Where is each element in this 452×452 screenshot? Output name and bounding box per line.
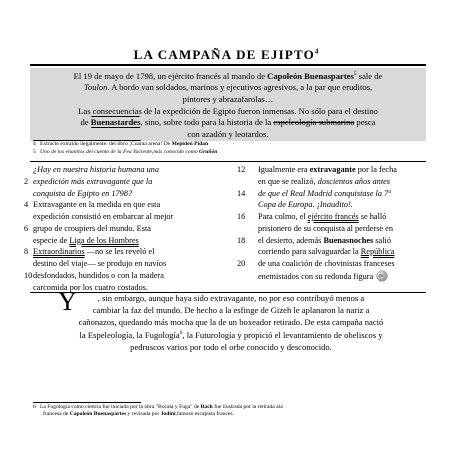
column-text-italic: Copa de Europa. ¡Inaudito!. (258, 200, 353, 210)
ejercito-frances-link[interactable]: ejército francés (307, 212, 359, 221)
column-line (26, 246, 216, 258)
drop-cap: Y (58, 287, 77, 316)
footnote-text: y revisada por (126, 411, 161, 418)
column-text (258, 211, 386, 223)
footnote-bold: Jodini (160, 411, 176, 418)
intro-line (30, 129, 426, 141)
line-number: 8 (24, 247, 29, 257)
column-text: grupo de croupiers del mundo. Esta (33, 223, 151, 233)
paragraph-line (48, 293, 414, 305)
column-text: expedición consistió en embarcar al mejor (33, 212, 174, 221)
footnote-text: Uno de los enanitos del cuento de la Fea Yaciente,más conocido como (40, 148, 200, 155)
paragraph-text: , sin embargo, aunque haya sido extravagante, no por eso contribuyó menos a (97, 293, 365, 303)
column-line (237, 211, 437, 223)
intro-text: con azadón y leotardos. (187, 128, 269, 139)
intro-text: . A bordo van soldados, marinos y ejecutivos agresivos, a la par que eruditos, (107, 82, 373, 93)
column-line (26, 235, 216, 247)
footnote-ref: 6 (179, 330, 183, 337)
column-line (237, 270, 437, 282)
intro-text: de (80, 117, 91, 128)
column-text-part: corriendo para salvaguardar la (258, 247, 361, 257)
intro-line (30, 106, 426, 118)
page-title (0, 47, 452, 63)
column-text-part: en que se realizó, (258, 176, 318, 186)
column-line (237, 246, 437, 258)
column-text (258, 199, 353, 211)
column-line (237, 223, 437, 235)
column-text-part: el desierto, además (258, 235, 324, 245)
footnote-bottom (33, 404, 283, 419)
intro-line (30, 69, 426, 82)
footnote-text: La Fugología como ciencia fue iniciada por la obra "Bocata y Fuga" de (40, 404, 201, 410)
column-text-part: se halló (358, 212, 387, 221)
column-line (26, 176, 216, 188)
paragraph-text: , la Futurología y propició el levantamiento de obeliscos y (182, 330, 383, 341)
column-line (237, 164, 437, 176)
footnote-name: Gruñón (199, 148, 218, 155)
footnote-bold: Bach (200, 404, 213, 410)
column-text: de que el Real Madrid conquistase la 7ª (258, 188, 391, 198)
column-line (237, 188, 437, 200)
footnote-text: Extracto extraído ilegalmente. del libro ¡Cuanta arena! De (40, 141, 172, 147)
line-number: 20 (237, 259, 246, 268)
footnote-number: 4 (33, 141, 36, 147)
column-line (26, 211, 216, 223)
paragraph-line (48, 328, 414, 342)
column-line (26, 188, 216, 200)
column-text: destino del viaje— se produjo en navíos (33, 259, 167, 268)
column-text (33, 246, 154, 258)
paragraph-text: pedruscos varios por todo el orbe conocido y desconocido. (130, 342, 332, 353)
footnote-separator (33, 402, 141, 403)
intro-line (30, 117, 426, 129)
right-column (237, 164, 437, 282)
line-number: 6 (24, 223, 29, 233)
column-text-part: enemistados con su redonda figura (258, 271, 374, 281)
column-text: desfondados, hundidos o con la madera (33, 270, 164, 280)
line-number: 16 (237, 212, 246, 221)
footnote-number: 5 (33, 148, 36, 155)
footnote-name: Mepiden Pidan (171, 141, 209, 147)
footnote-text: francesa de (43, 411, 70, 418)
column-text (258, 246, 394, 258)
column-text-italic: doscientos años antes (317, 176, 391, 186)
title-footnote-ref: 4 (314, 47, 319, 56)
left-column (26, 164, 216, 293)
intro-text: El 19 de mayo de 1798, un ejército francés al mando de (73, 70, 268, 81)
intro-text: Las consecuencias de la expedición de Egipto fueron inmensas. No sólo para el destino (78, 105, 378, 116)
column-text: expedición más extravagante que la (33, 176, 153, 186)
intro-text: pesca (354, 117, 376, 128)
column-text (258, 235, 391, 247)
column-text: carcomida por los cuatro costados. (33, 282, 148, 292)
paragraph-line (48, 305, 414, 317)
column-text (258, 176, 390, 188)
republica-link[interactable]: República (360, 247, 395, 257)
intro-box (30, 68, 426, 141)
line-number: 4 (24, 200, 29, 210)
column-text-bold: Buenasnoches (323, 235, 374, 245)
paragraph-text: cañonazos, quedando más mocha que la de un boxeador retirado. De esta campaña nació (78, 316, 384, 327)
column-text (258, 270, 388, 283)
intro-footnote-ref: 5 (353, 71, 357, 77)
line-number: 12 (237, 165, 246, 174)
column-line (237, 235, 437, 247)
footnote-text: ,famoso escapista frances. (175, 411, 234, 418)
intro-line (30, 94, 426, 106)
paragraph-line (48, 317, 414, 329)
column-line (26, 164, 216, 176)
column-text-part: salió (373, 235, 391, 245)
column-text (258, 164, 397, 176)
intro-text: pintores y abrazafarolas… (182, 94, 274, 105)
column-line (26, 223, 216, 235)
title-text: LA CAMPAÑA DE EJIPTO (133, 47, 315, 62)
line-number: 14 (237, 188, 246, 198)
column-line (26, 270, 216, 282)
paragraph-text: cambiar la faz del mundo. De hecho a la esfinge de Gizeh le aplanaron la nariz a (92, 304, 370, 315)
column-text: conquista de Egipto en 1798? (33, 188, 133, 198)
column-text-part: Para colmo, el (258, 212, 308, 221)
intro-struck-text: espeleología submarina (273, 117, 355, 128)
intro-capoleon: Capoleón Buenaspartes (267, 70, 354, 81)
title-rule (30, 64, 426, 66)
column-text: ¿Hay en nuestra historia humana una (33, 165, 160, 174)
paragraph-line (48, 342, 414, 354)
column-line (237, 199, 437, 211)
footnote-4 (33, 141, 217, 149)
column-text-part: por la fecha (355, 165, 397, 174)
line-number: 10 (24, 270, 33, 280)
liga-link[interactable]: Liga de los Hombres (69, 235, 139, 245)
footnote-number: 6 (33, 404, 36, 410)
footnote-text: fue ilustrada por la retirada ala (212, 404, 283, 410)
intro-text: , sino, sobre todo para la historia de la (140, 117, 274, 128)
footnotes-top (33, 141, 217, 156)
column-line (26, 258, 216, 270)
column-line (237, 176, 437, 188)
column-line (237, 258, 437, 270)
column-top-rule (30, 161, 426, 162)
column-text: de una coalición de chovinistas franceses (258, 259, 395, 268)
footnote-6-line (33, 411, 283, 418)
intro-buenastardes: Buenastardes (90, 117, 141, 128)
paragraph-text: la Espeleología, la Fugología (79, 330, 180, 341)
column-line (26, 199, 216, 211)
globe-icon (376, 270, 388, 282)
line-number: 2 (24, 176, 29, 186)
extraordinarios-link[interactable]: Extraordinarios (33, 247, 85, 257)
footnote-bold: Capoleón Buenaspartes (69, 411, 127, 418)
column-text: Extravagante en la medida en que esta (33, 200, 161, 210)
intro-text: sale de (356, 70, 383, 81)
intro-line (30, 82, 426, 94)
line-number: 18 (237, 235, 246, 245)
body-paragraph (48, 293, 414, 354)
column-text-part: —no se les reveló el (84, 247, 155, 257)
intro-toulon: Toulon (83, 82, 108, 93)
column-text-bold: extravagante (309, 165, 356, 174)
column-text: prisionero de su conquista al perderse en (258, 223, 394, 233)
column-text-part: Igualmente era (258, 165, 310, 174)
footnote-5 (33, 149, 217, 157)
column-text-part: especie de (33, 235, 70, 245)
column-text (33, 235, 139, 247)
